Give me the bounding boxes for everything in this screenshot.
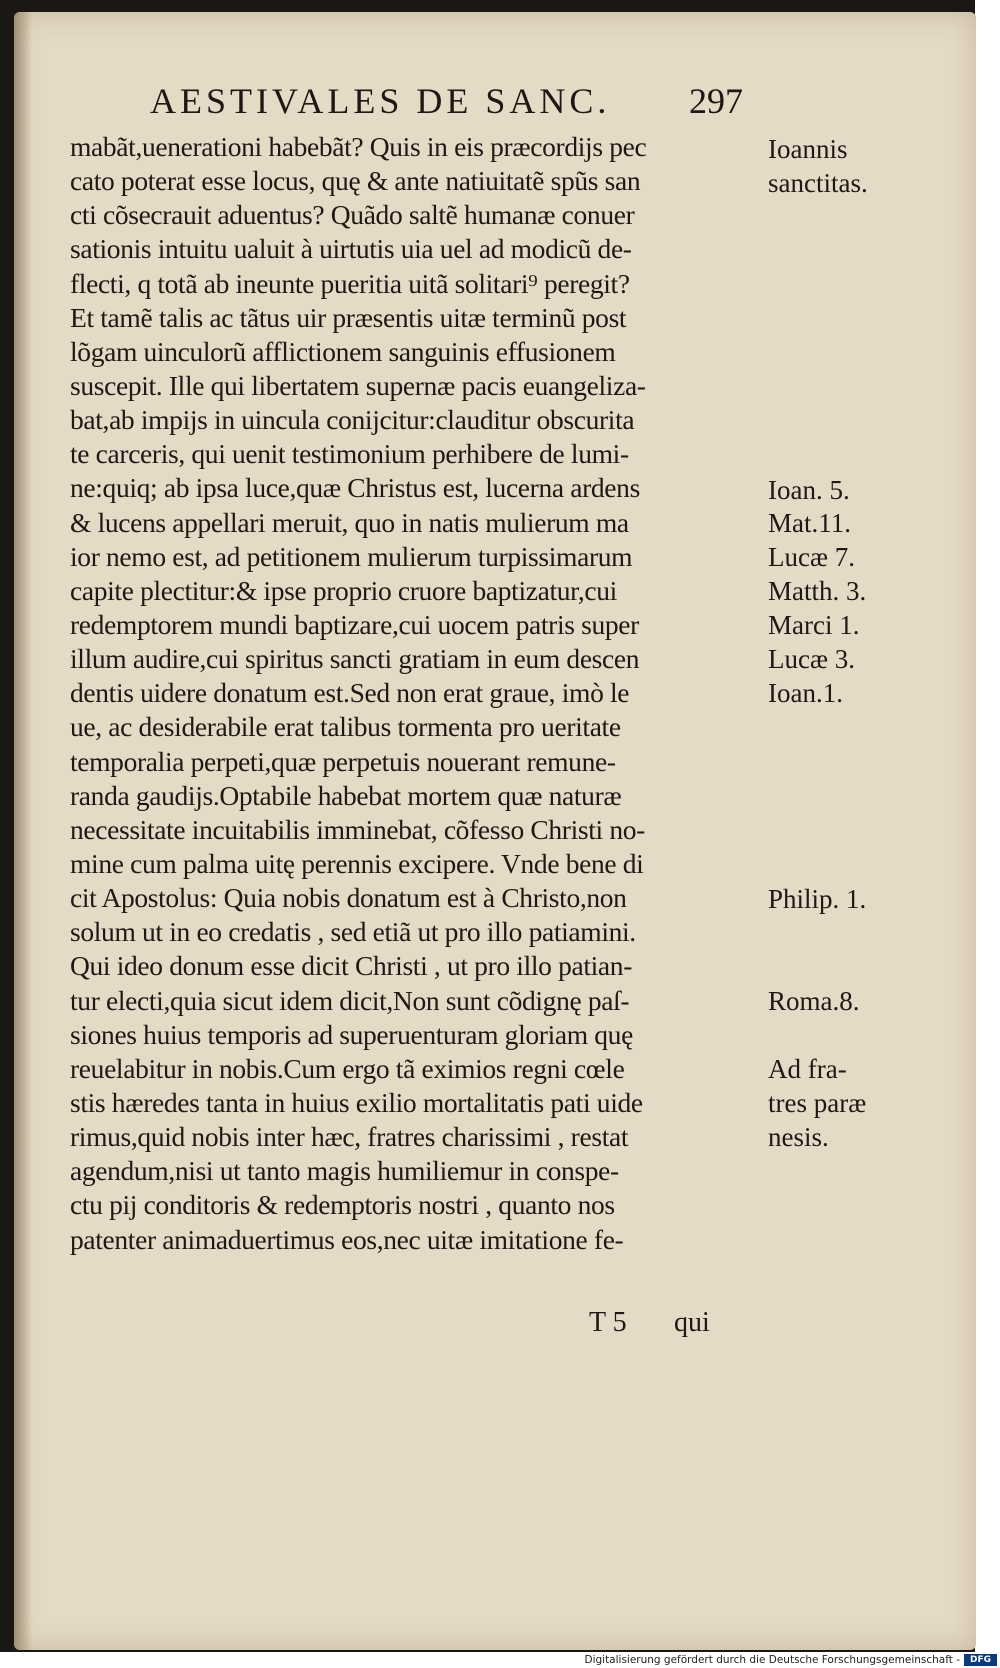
marginal-note: Ad fra- (768, 1054, 847, 1084)
text-line: Et tamẽ talis ac tãtus uir præsentis uitæ terminũ post (70, 301, 627, 333)
text-line: bat,ab impijs in uincula conijcitur:clauditur obscurita (70, 404, 635, 436)
page-header (104, 77, 764, 127)
text-line: ue, ac desiderabile erat talibus tormenta pro ueritate (70, 711, 621, 743)
text-line: siones huius temporis ad superuenturam gloriam quę (70, 1018, 633, 1050)
digitization-footer (0, 1652, 1000, 1668)
text-line: cti cõsecrauit aduentus? Quãdo saltẽ humanæ conuer (70, 199, 635, 231)
text-line: necessitate incuitabilis imminebat, cõfesso Christi no- (70, 813, 645, 845)
text-line: sationis intuitu ualuit à uirtutis uia uel ad modicũ de- (70, 233, 632, 265)
signature-mark: T 5 (589, 1307, 627, 1338)
text-line: mabãt,uenerationi habebãt? Quis in eis præcordijs pec (70, 131, 647, 162)
text-line: cato poterat esse locus, quę & ante natiuitatẽ spũs san (70, 165, 641, 197)
text-line: stis hæredes tanta in huius exilio mortalitatis pati uide (70, 1086, 643, 1118)
text-line: cit Apostolus: Quia nobis donatum est à Christo,non (70, 882, 627, 914)
text-line: patenter animaduertimus eos,nec uitæ imitatione fe- (70, 1223, 624, 1255)
text-line: suscepit. Ille qui libertatem supernæ pacis euangeliza- (70, 369, 646, 401)
catchword: qui (674, 1307, 710, 1338)
marginal-note: Ioannis (768, 134, 848, 164)
text-line: temporalia perpeti,quæ perpetuis nouerant remune- (70, 745, 616, 777)
marginal-note: Mat.11. (768, 508, 851, 538)
text-line: ctu pij conditoris & redemptoris nostri , quanto nos (70, 1189, 615, 1221)
text-line: tur electi,quia sicut idem dicit,Non sunt cõdignę paſ- (70, 984, 630, 1016)
marginal-note: Ioan.1. (768, 678, 843, 708)
marginal-note: Lucæ 7. (768, 542, 855, 572)
text-line: mine cum palma uitę perennis excipere. Vnde bene di (70, 847, 644, 879)
text-line: rimus,quid nobis inter hæc, fratres charissimi , restat (70, 1121, 629, 1153)
text-line: flecti, q totã ab ineunte pueritia uitã solitari⁹ peregit? (70, 267, 630, 299)
text-line: randa gaudijs.Optabile habebat mortem quæ naturæ (70, 779, 622, 811)
text-line: & lucens appellari meruit, quo in natis mulierum ma (70, 506, 629, 538)
funding-credit: Digitalisierung gefördert durch die Deutsche Forschungsgemeinschaft - (584, 1654, 960, 1666)
book-page (14, 12, 976, 1650)
text-line: capite plectitur:& ipse proprio cruore baptizatur,cui (70, 574, 617, 606)
marginal-note: Ioan. 5. (768, 475, 850, 505)
marginal-note: sanctitas. (768, 168, 868, 198)
text-line: agendum,nisi ut tanto magis humiliemur in conspe- (70, 1155, 619, 1187)
main-text-block (70, 130, 770, 1257)
running-title: AESTIVALES DE SANC. (150, 81, 611, 121)
text-line: dentis uidere donatum est.Sed non erat graue, imò le (70, 677, 630, 709)
marginal-note: nesis. (768, 1122, 829, 1152)
text-line: ne:quiq; ab ipsa luce,quæ Christus est, lucerna ardens (70, 472, 640, 504)
marginal-note: Philip. 1. (768, 884, 867, 914)
text-line: illum audire,cui spiritus sancti gratiam in eum descen (70, 643, 640, 675)
marginal-note: tres paræ (768, 1088, 867, 1118)
text-line: ior nemo est, ad petitionem mulierum turpissimarum (70, 540, 633, 572)
page-gutter-shadow (14, 12, 32, 1650)
page-number: 297 (689, 81, 743, 121)
marginal-note: Matth. 3. (768, 576, 867, 606)
text-line: redemptorem mundi baptizare,cui uocem patris super (70, 608, 639, 640)
text-line: solum ut in eo credatis , sed etiã ut pro illo patiamini. (70, 916, 636, 948)
text-line: lõgam uinculorũ afflictionem sanguinis effusionem (70, 335, 616, 367)
text-line: Qui ideo donum esse dicit Christi , ut pro illo patian- (70, 950, 632, 982)
marginal-note: Roma.8. (768, 986, 860, 1016)
text-line: reuelabitur in nobis.Cum ergo tã eximios regni cœle (70, 1052, 625, 1084)
marginal-note: Lucæ 3. (768, 644, 855, 674)
text-line: te carceris, qui uenit testimonium perhibere de lumi- (70, 438, 629, 470)
dfg-logo-icon: DFG (964, 1654, 997, 1666)
marginal-note: Marci 1. (768, 610, 860, 640)
